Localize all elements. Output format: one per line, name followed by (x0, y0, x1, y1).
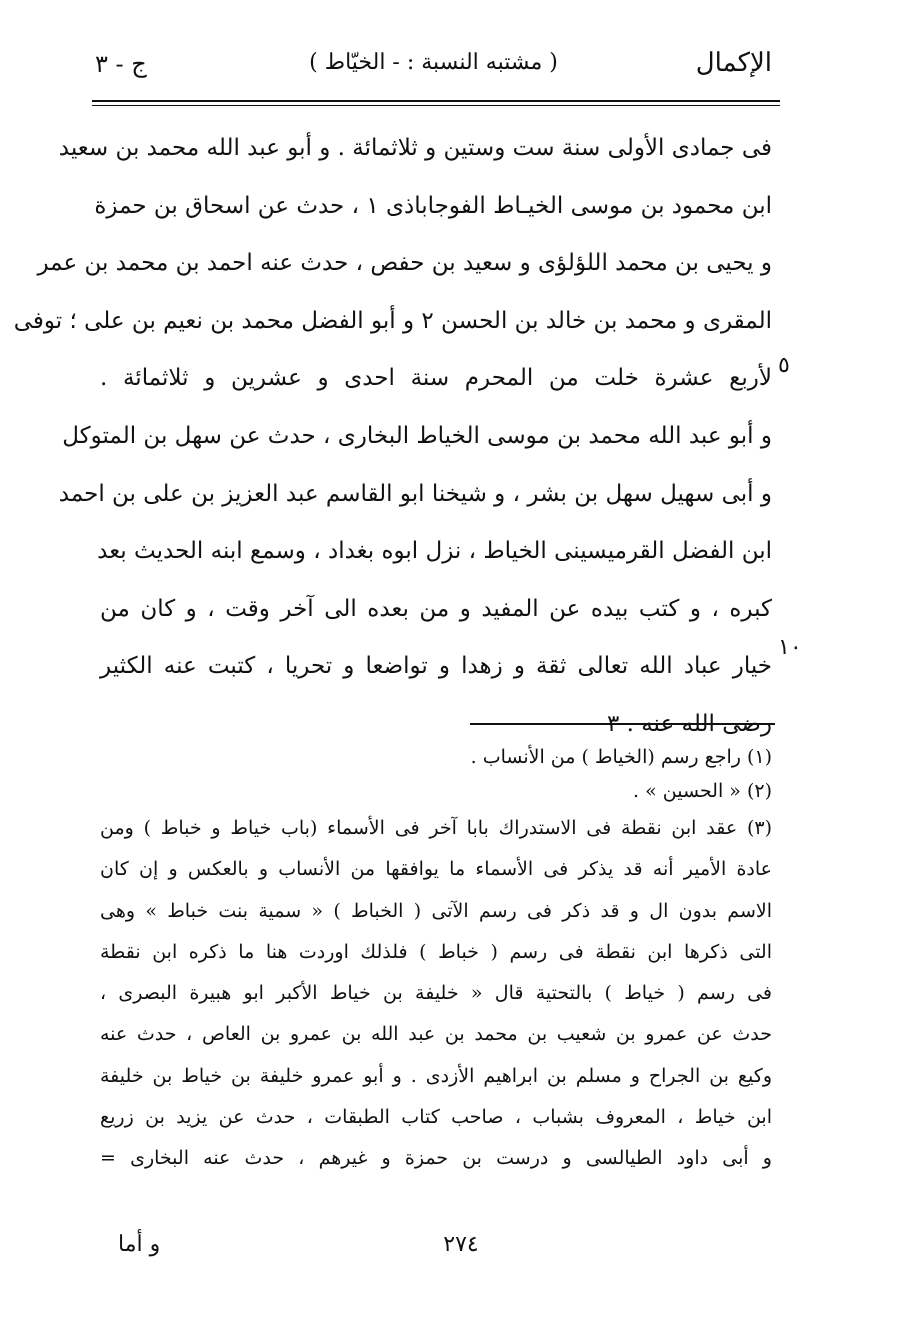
body-line: المقرى و محمد بن خالد بن الحسن ٢ و أبو الفضل محمد بن نعيم بن على ؛ توفى (13, 307, 772, 334)
footnote-3-line: عادة الأمير أنه قد يذكر فى الأسماء ما يوافقها من الأنساب و بالعكس و إن كان (100, 858, 772, 881)
body-line: ابن محمود بن موسى الخيـاط الفوجاباذى ١ ، حدث عن اسحاق بن حمزة (94, 192, 772, 219)
main-text (13, 120, 772, 754)
footnote-3-line: وكيع بن الجراح و مسلم بن ابراهيم الأزدى . و أبو عمرو خليفة بن خياط بن خليفة (100, 1064, 772, 1087)
body-line: ابن الفضل القرميسينى الخياط ، نزل ابوه بغداد ، وسمع ابنه الحديث بعد (97, 538, 772, 565)
footnote-3-line: (٣) عقد ابن نقطة فى الاستدراك بابا آخر فى الأسماء (باب خياط و خباط ) ومن (100, 817, 772, 839)
body-line: و أبى سهيل سهل بن بشر ، و شيخنا ابو القاسم عبد العزيز بن على بن احمد (58, 480, 772, 507)
page-number: ٢٧٤ (443, 1232, 479, 1257)
body-line: رضى الله عنه . ٣ (606, 710, 772, 737)
header-rule-top (92, 100, 780, 102)
footnote-3-line: فى رسم ( خياط ) بالتحتية قال « خليفة بن خياط الأكبر ابو هبيرة البصرى ، (100, 982, 772, 1005)
header-rule-bottom (92, 105, 780, 106)
footnote-2: (٢) « الحسين » . (633, 780, 772, 802)
body-line: كبره ، و كتب بيده عن المفيد و من بعده الى آخر وقت ، و كان من (100, 595, 772, 622)
footnote-3-line: التى ذكرها ابن نقطة فى رسم ( خباط ) فلذلك اوردت هنا ما ذكره ابن نقطة (100, 940, 772, 963)
running-header (95, 48, 772, 94)
body-line: و أبو عبد الله محمد بن موسى الخياط البخارى ، حدث عن سهل بن المتوكل (62, 422, 772, 449)
footnote-3-line: الاسم بدون ال و قد ذكر فى رسم الآتى ( الخباط ) « سمية بنت خباط » وهى (100, 899, 772, 922)
line-number-10: ١٠ (778, 635, 802, 660)
body-line: و يحيى بن محمد اللؤلؤى و سعيد بن حفص ، حدث عنه احمد بن محمد بن عمر (37, 250, 772, 277)
body-line: فى جمادى الأولى سنة ست وستين و ثلاثمائة . و أبو عبد الله محمد بن سعيد (58, 135, 772, 161)
book-title: الإكمال (695, 48, 772, 78)
footnote-3-line: حدث عن عمرو بن شعيب بن محمد بن عبد الله بن عمرو بن العاص ، حدث عنه (100, 1023, 772, 1046)
catchword: و أما (118, 1232, 161, 1257)
footnote-1: (١) راجع رسم (الخياط ) من الأنساب . (470, 746, 772, 768)
line-number-5: ٥ (778, 353, 790, 378)
body-line: لأربع عشرة خلت من المحرم سنة احدى و عشرين و ثلاثمائة . (100, 365, 772, 392)
section-title: ( مشتبه النسبة : - الخيّاط ) (309, 50, 558, 75)
footnotes (100, 740, 772, 1180)
footnote-3-line: ابن خياط ، المعروف بشباب ، صاحب كتاب الطبقات ، حدث عن يزيد بن زريع (100, 1106, 772, 1129)
body-line: خيار عباد الله تعالى ثقة و زهدا و تواضعا و تحريا ، كتبت عنه الكثير (100, 653, 772, 680)
footnote-separator (470, 723, 775, 725)
footnote-3-line: و أبى داود الطيالسى و درست بن حمزة و غيرهم ، حدث عنه البخارى = (100, 1147, 772, 1170)
volume-label: ج - ٣ (95, 50, 147, 78)
